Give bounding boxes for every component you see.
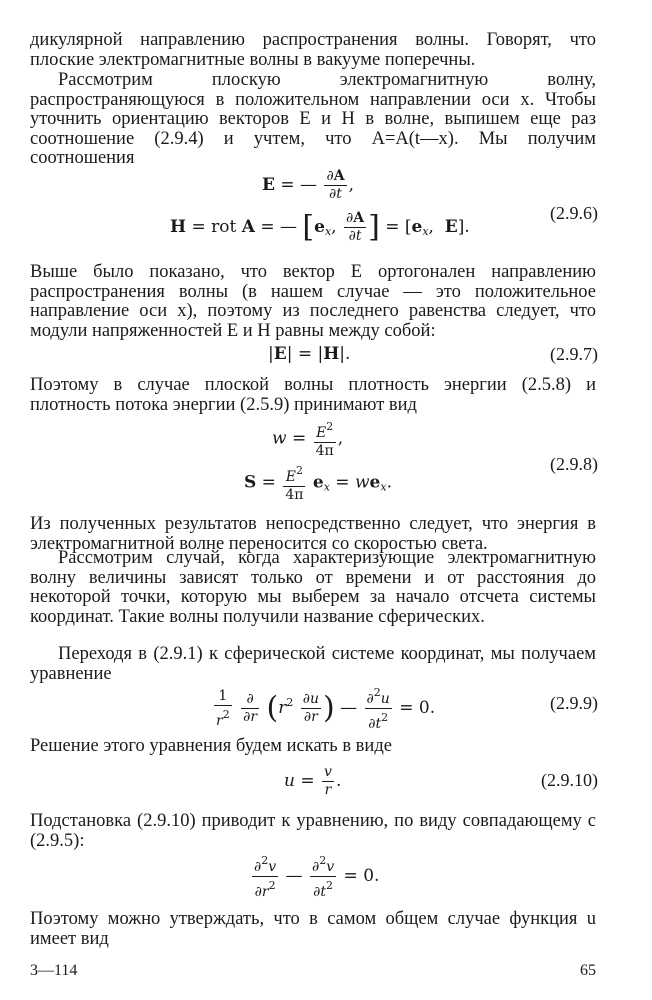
- equation-number-2-9-10: (2.9.10): [541, 770, 598, 790]
- paragraph-9: Подстановка (2.9.10) приводит к уравнению, по виду совпадающему с (2.9.5):: [30, 811, 596, 851]
- equation-modulus: |E| = |H|.: [268, 344, 351, 364]
- equation-S: S = $\frac{E^2}{4\pi}$ $e_x = we_x$.: [244, 464, 392, 503]
- equation-block-2-9-6: [0, 166, 652, 256]
- printer-signature: 3—114: [30, 962, 78, 979]
- equation-H: H = rot A = — [$e_x$, $\frac{\partial A}{\partial t}$ ] = [$e_x$, E].: [170, 209, 470, 245]
- equation-block-2-9-7: [0, 344, 652, 366]
- paragraph-6: Рассмотрим случай, когда характеризующие электромагнитную волну величины зависят только от времени и от расстояния до некоторой точки, которую мы выберем за начало отсчета системы координат. Такие волны получили название сферических.: [30, 548, 596, 627]
- paragraph-7: Переходя в (2.9.1) к сферической системе координат, мы получаем уравнение: [30, 644, 596, 684]
- equation-block-2-9-10: [0, 764, 652, 804]
- equation-E: E = — $\frac{\partial A}{\partial t}$ ,: [262, 168, 354, 202]
- equation-number-2-9-6: (2.9.6): [550, 203, 598, 223]
- equation-block-v-wave: [0, 852, 652, 900]
- paragraph-5: Из полученных результатов непосредственно следует, что энергия в электромагнитной волне переносится со скоростью света.: [30, 514, 596, 554]
- paragraph-4: Поэтому в случае плоской волны плотность энергии (2.5.8) и плотность потока энергии (2.5.9) принимают вид: [30, 375, 596, 415]
- equation-block-2-9-9: [0, 684, 652, 732]
- equation-number-2-9-8: (2.9.8): [550, 454, 598, 474]
- equation-v-wave: $\frac{\partial^2v}{\partial r^2}$ — $\frac{\partial^2v}{\partial t^2}$ = 0.: [254, 854, 380, 900]
- paragraph-8: Решение этого уравнения будем искать в виде: [30, 736, 392, 756]
- equation-u-substitution: u = $\frac{v}{r}$ .: [284, 764, 342, 798]
- page-number: 65: [580, 962, 596, 979]
- equation-block-2-9-8: [0, 418, 652, 506]
- paragraph-1: дикулярной направлению распространения волны. Говорят, что плоские электромагнитные волны в вакууме поперечны.: [30, 30, 596, 70]
- equation-number-2-9-7: (2.9.7): [550, 344, 598, 364]
- paragraph-3: Выше было показано, что вектор E ортогонален направлению распространения волны (в нашем случае — это положительное направление оси x), поэтому из последнего равенства следует, что модули напряженностей E и H равны между собой:: [30, 262, 596, 341]
- paragraph-2: Рассмотрим плоскую электромагнитную волну, распространяющуюся в положительном направлении оси x. Чтобы уточнить ориентацию векторов E и H в волне, выпишем еще раз соотношение (2.9.4) и учтем, что A=A(t—x). Мы получим соотношения: [30, 70, 596, 169]
- paragraph-10: Поэтому можно утверждать, что в самом общем случае функция u имеет вид: [30, 909, 596, 949]
- equation-spherical-wave: $\frac{1}{r^2}$ $\frac{\partial}{\partial r}$ ($r^2$ $\frac{\partial u}{\partial r}$ ) — $\frac{\partial^2u}{\partial t^2}$ = 0.: [216, 686, 436, 732]
- equation-w: w = $\frac{E^2}{4\pi}$ ,: [272, 420, 344, 459]
- equation-number-2-9-9: (2.9.9): [550, 693, 598, 713]
